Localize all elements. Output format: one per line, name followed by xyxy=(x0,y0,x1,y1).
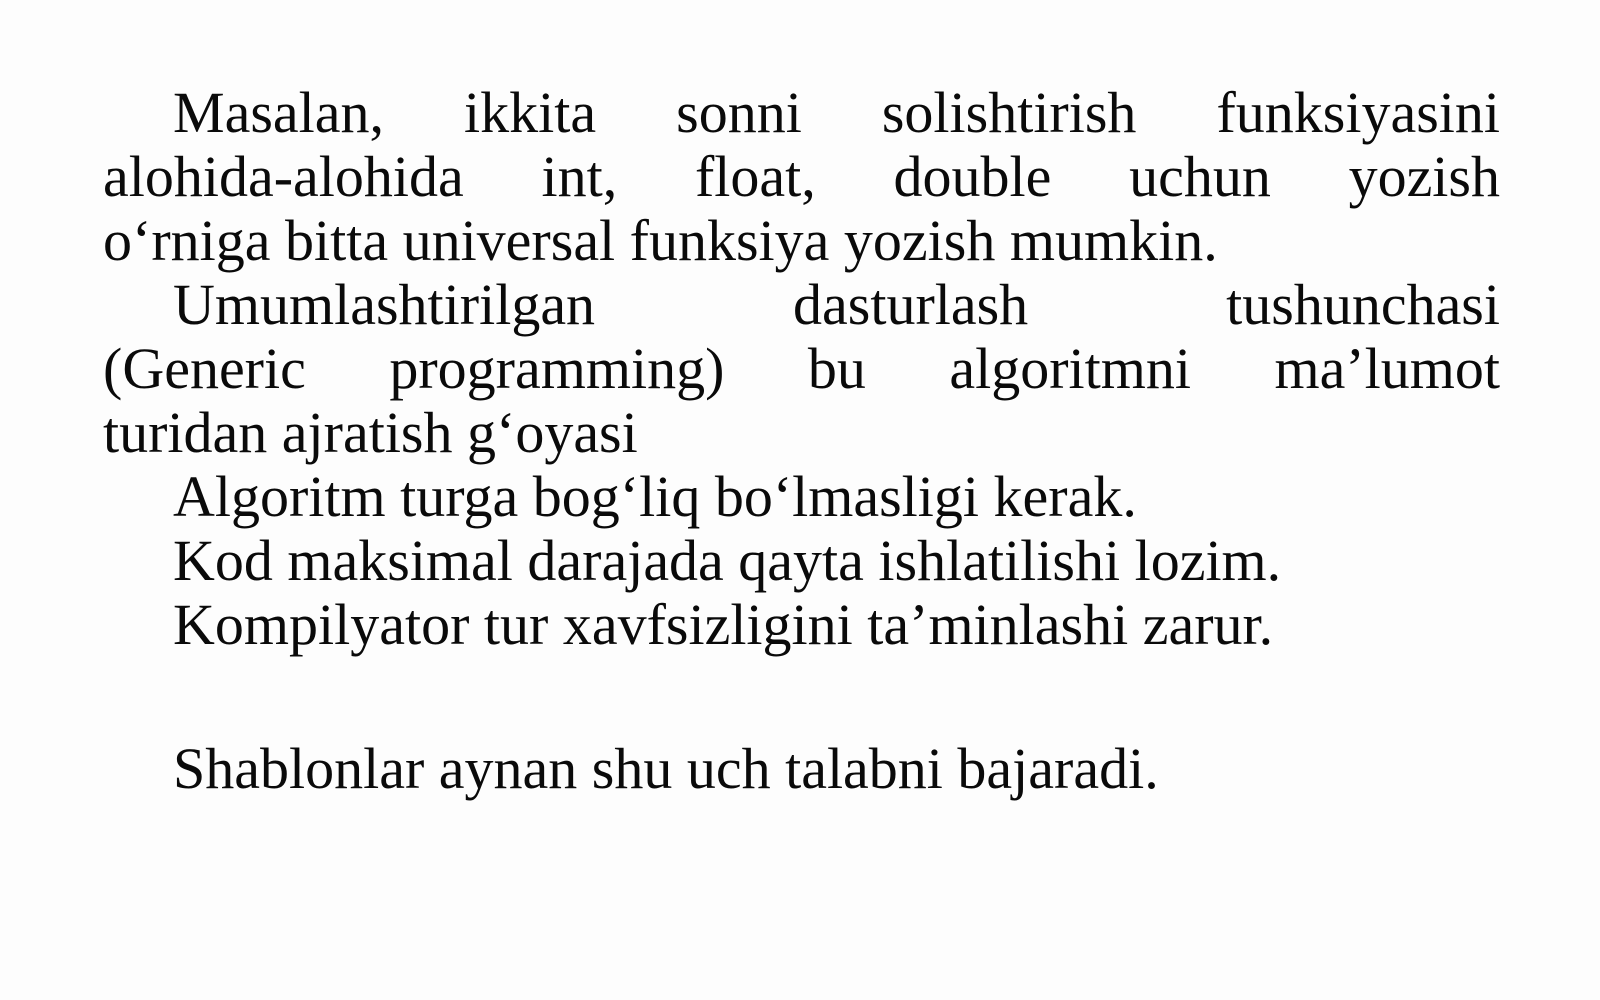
text-line-shablonlar: Shablonlar aynan shu uch talabni bajaradi. xyxy=(173,736,1159,801)
slide-text-content xyxy=(103,81,1500,801)
text-line-alohida: alohida-alohida int, float, double uchun yozish xyxy=(103,144,1500,209)
text-line-kompilyator: Kompilyator tur xavfsizligini ta’minlashi zarur. xyxy=(173,592,1274,657)
text-line-umumlashtirilgan: Umumlashtirilgan dasturlash tushunchasi xyxy=(173,272,1500,337)
text-line-turidan: turidan ajratish g‘oyasi xyxy=(103,400,638,465)
text-line-generic: (Generic programming) bu algoritmni ma’lumot xyxy=(103,336,1500,401)
text-line-masalan: Masalan, ikkita sonni solishtirish funksiyasini xyxy=(173,80,1500,145)
text-line-kod: Kod maksimal darajada qayta ishlatilishi lozim. xyxy=(173,528,1282,593)
text-line-algoritm: Algoritm turga bog‘liq bo‘lmasligi kerak. xyxy=(173,464,1137,529)
text-line-orniga: o‘rniga bitta universal funksiya yozish mumkin. xyxy=(103,208,1218,273)
